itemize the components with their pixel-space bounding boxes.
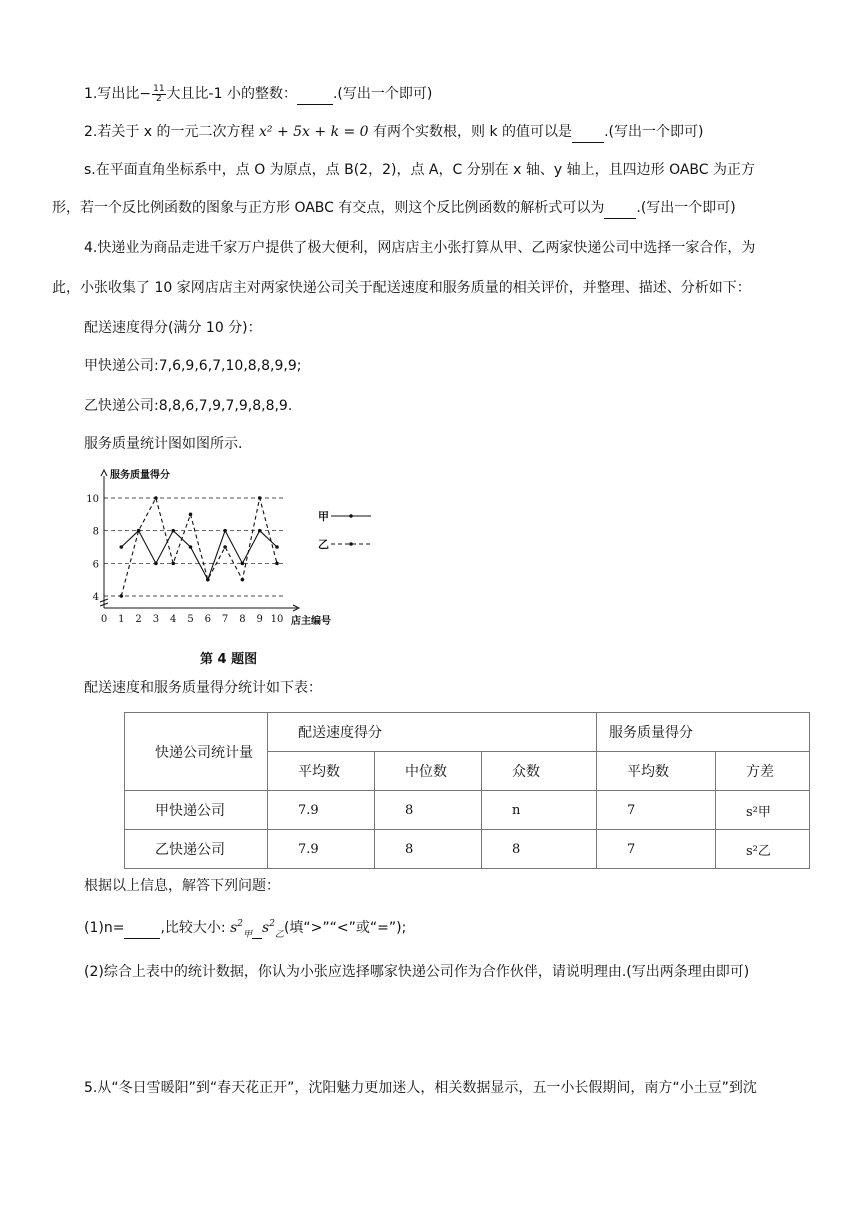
speed-title: 配送速度得分(满分 10 分)： [84, 320, 262, 336]
s-symbol: s [230, 920, 238, 936]
jia-sub: 甲 [242, 930, 252, 940]
data-point [189, 513, 193, 517]
data-point [120, 594, 124, 598]
table-cell: 7.9 [268, 791, 375, 830]
q2-suffix: 有两个实数根，则 k 的值可以是 [373, 124, 573, 140]
table-cell: 7 [597, 830, 716, 869]
table-cell: 7 [597, 791, 716, 830]
subheader-cell: 平均数 [268, 752, 375, 791]
s-symbol: s [262, 920, 270, 936]
chart-title: 服务质量得分 [110, 470, 170, 481]
yi-sub: 乙 [274, 930, 284, 940]
x-tick-label: 1 [118, 614, 125, 625]
data-point [171, 529, 175, 533]
y-tick-label: 8 [92, 526, 99, 538]
x-tick-label: 5 [187, 614, 194, 625]
x-tick-label: 6 [204, 614, 211, 625]
data-point [154, 562, 158, 566]
service-intro: 服务质量统计图如图所示. [84, 436, 243, 452]
q2-tail: .(写出一个即可) [604, 124, 704, 140]
table-corner-cell: 快递公司统计量 [125, 713, 268, 791]
question-4-line-1: 4.快递业为商品走进千家万户提供了极大便利，网店店主小张打算从甲、乙两家快递公司中选择一家合作，为 [84, 240, 756, 256]
data-point [206, 578, 210, 582]
table-row [125, 830, 810, 869]
table-cell: 8 [375, 791, 482, 830]
data-point [223, 529, 227, 533]
variance-yi [262, 919, 284, 940]
data-point [275, 545, 279, 549]
subheader-cell: 中位数 [375, 752, 482, 791]
data-point [275, 562, 279, 566]
table-cell: 7.9 [268, 830, 375, 869]
legend-marker [349, 542, 353, 546]
minus-sign: − [139, 86, 152, 102]
legend-label: 乙 [318, 538, 329, 551]
row-label: 乙快递公司 [125, 830, 268, 869]
subheader-cell: 众数 [482, 752, 597, 791]
sub1-hint: (填“>”“<”或“=”); [283, 920, 407, 936]
x-tick-label: 2 [135, 614, 142, 625]
table-cell: 8 [482, 830, 597, 869]
data-point [223, 545, 227, 549]
answer-blank[interactable] [252, 918, 262, 939]
fraction-denominator: 2 [155, 93, 162, 104]
question-3-line-1: s.在平面直角坐标系中，点 O 为原点，点 B(2，2)，点 A，C 分别在 x 轴、y 轴上，且四边形 OABC 为正方 [84, 162, 756, 178]
question-1 [84, 84, 432, 105]
table-row [125, 791, 810, 830]
y-tick-label: 4 [92, 592, 99, 603]
x-tick-label: 10 [270, 614, 284, 625]
answer-blank[interactable] [124, 918, 160, 939]
answer-intro: 根据以上信息，解答下列问题： [84, 878, 280, 894]
yi-scores: 乙快递公司:8,8,6,7,9,7,9,8,8,9. [84, 398, 293, 414]
series-line-jia [121, 531, 277, 580]
sub-question-1 [84, 914, 406, 945]
subheader-cell: 方差 [716, 752, 810, 791]
answer-blank[interactable] [572, 122, 604, 143]
series-line-yi [121, 498, 277, 596]
q1-suffix: 大且比-1 小的整数： [166, 86, 297, 102]
sub1-n-label: (1)n= [84, 920, 125, 936]
data-point [258, 529, 262, 533]
table-cell: s²甲 [716, 791, 810, 830]
x-tick-label: 9 [256, 614, 263, 625]
x-tick-label: 4 [170, 614, 177, 625]
q1-tail: .(写出一个即可) [332, 86, 433, 102]
x-axis-label: 店主编号 [291, 616, 331, 627]
square-sup: 2 [237, 919, 243, 929]
sub-question-2: (2)综合上表中的统计数据，你认为小张应选择哪家快递公司作为合作伙伴，请说明理由.(写出两条理由即可) [84, 964, 750, 980]
x-tick-label: 7 [221, 614, 229, 625]
q3-tail: .(写出一个即可) [636, 200, 736, 216]
jia-scores: 甲快递公司:7,6,9,6,7,10,8,8,9,9; [84, 358, 302, 374]
x-tick-label: 0 [100, 614, 108, 625]
sub1-compare: ,比较大小: [160, 920, 226, 936]
question-5-line-1: 5.从“冬日雪暖阳”到“春天花正开”，沈阳魅力更加迷人，相关数据显示，五一小长假期间，南方“小土豆”到沈 [84, 1080, 757, 1096]
answer-blank[interactable] [604, 198, 636, 219]
q1-prefix: 写出比 [97, 86, 140, 102]
data-point [154, 496, 158, 500]
y-axis-arrow [101, 470, 107, 476]
legend-label: 甲 [318, 510, 329, 523]
data-point [137, 529, 141, 533]
y-tick-label: 10 [86, 494, 99, 505]
x-tick-label: 8 [239, 614, 246, 625]
q1-number: 1. [84, 86, 98, 102]
data-point [258, 496, 262, 500]
legend-marker [349, 514, 353, 518]
row-label: 甲快递公司 [125, 791, 268, 830]
data-point [171, 562, 175, 566]
y-tick-label: 6 [92, 559, 99, 571]
fraction [152, 85, 165, 104]
fraction-numerator: 11 [153, 83, 165, 94]
subheader-cell: 平均数 [597, 752, 716, 791]
q3-line2-text: 形，若一个反比例函数的图象与正方形 OABC 有交点，则这个反比例函数的解析式可以为 [52, 200, 605, 216]
question-2 [84, 122, 703, 143]
data-point [241, 578, 245, 582]
table-cell: s²乙 [716, 830, 810, 869]
data-point [241, 562, 245, 566]
equation: x² + 5x + k = 0 [259, 124, 369, 140]
service-quality-chart [86, 468, 386, 638]
data-point [189, 545, 193, 549]
service-group-header: 服务质量得分 [597, 713, 810, 752]
q2-prefix: 2.若关于 x 的一元二次方程 [84, 124, 255, 140]
data-point [120, 545, 124, 549]
speed-group-header: 配送速度得分 [268, 713, 597, 752]
statistics-table [124, 712, 810, 869]
question-4-line-2: 此，小张收集了 10 家网店店主对两家快递公司关于配送速度和服务质量的相关评价，并整理、描述、分析如下： [52, 280, 751, 296]
figure-caption: 第 4 题图 [200, 652, 258, 667]
table-cell: 8 [375, 830, 482, 869]
table-cell: n [482, 791, 597, 830]
square-sup: 2 [269, 919, 275, 929]
x-tick-label: 3 [152, 614, 160, 625]
question-3-line-2 [52, 198, 736, 219]
table-intro: 配送速度和服务质量得分统计如下表： [84, 680, 322, 696]
variance-jia [230, 919, 252, 940]
table-header-row [125, 713, 810, 752]
answer-blank[interactable] [297, 84, 333, 105]
